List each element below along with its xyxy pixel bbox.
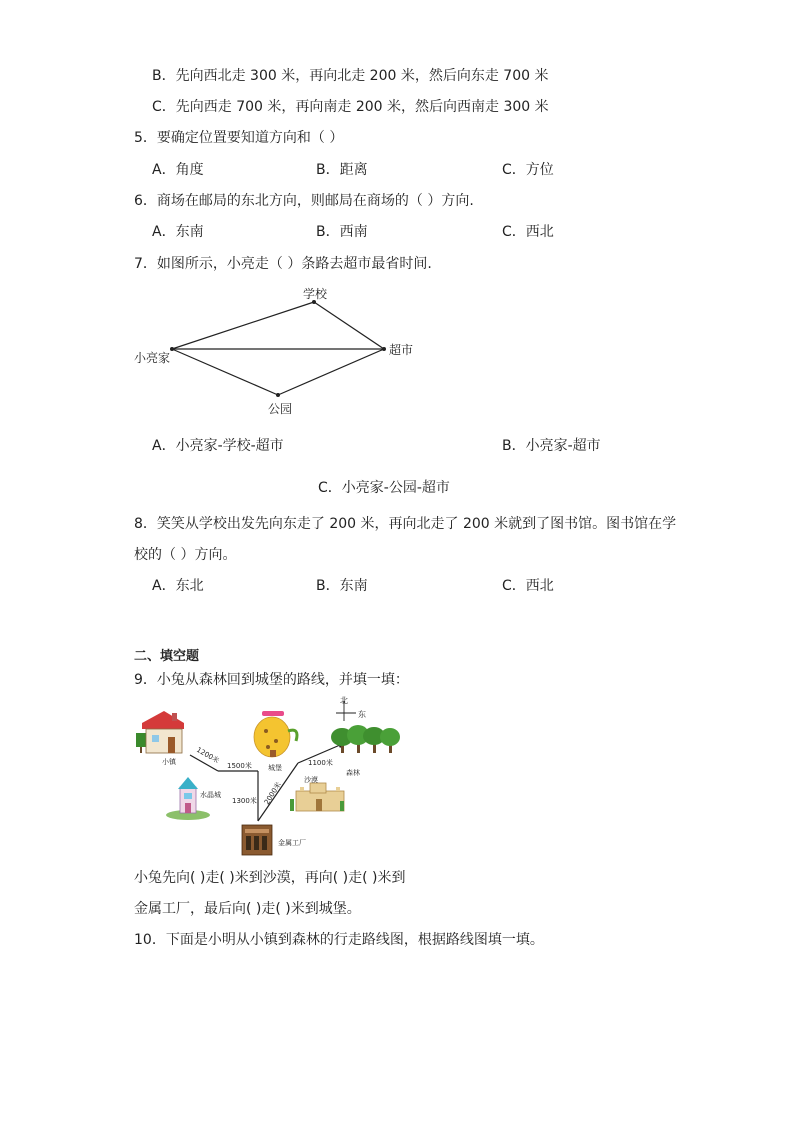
q10-stem: 10．下面是小明从小镇到森林的行走路线图，根据路线图填一填。 bbox=[134, 932, 544, 948]
q6-option-b: B．西南 bbox=[316, 224, 368, 240]
distance-1200: 1200米 bbox=[195, 745, 221, 766]
q7-option-a: A．小亮家-学校-超市 bbox=[152, 438, 284, 454]
label-factory: 金属工厂 bbox=[278, 839, 306, 847]
q6-option-a: A．东南 bbox=[152, 224, 204, 240]
q9-fill-line2: 金属工厂，最后向( )走( )米到城堡。 bbox=[134, 901, 361, 917]
desert-icon bbox=[290, 783, 344, 811]
label-park: 公园 bbox=[268, 402, 293, 416]
section-title: 二、填空题 bbox=[134, 649, 200, 664]
distance-2000: 2000米 bbox=[262, 780, 283, 807]
q8-option-b: B．东南 bbox=[316, 578, 368, 594]
label-desert: 沙漠 bbox=[304, 776, 318, 784]
label-home: 小亮家 bbox=[134, 351, 171, 365]
distance-1300: 1300米 bbox=[232, 797, 257, 805]
q9-stem: 9．小兔从森林回到城堡的路线，并填一填： bbox=[134, 672, 409, 688]
compass-north: 北 bbox=[340, 696, 348, 705]
q9-route-map bbox=[130, 693, 410, 858]
label-school: 学校 bbox=[303, 287, 328, 301]
compass-east: 东 bbox=[358, 710, 366, 719]
label-town: 小镇 bbox=[162, 758, 176, 766]
q7-option-c: C．小亮家-公园-超市 bbox=[318, 480, 450, 496]
q8-option-c: C．西北 bbox=[502, 578, 554, 594]
q5-option-a: A．角度 bbox=[152, 162, 204, 178]
q5-option-c: C．方位 bbox=[502, 162, 554, 178]
q8-stem-line1: 8．笑笑从学校出发先向东走了 200 米，再向北走了 200 米就到了图书馆。图书馆在学 bbox=[134, 516, 677, 532]
q8-option-a: A．东北 bbox=[152, 578, 204, 594]
label-forest: 森林 bbox=[346, 769, 360, 777]
q8-stem-line2: 校的（ ）方向。 bbox=[134, 547, 237, 563]
q5-option-b: B．距离 bbox=[316, 162, 368, 178]
q7-option-b: B．小亮家-超市 bbox=[502, 438, 601, 454]
distance-1500: 1500米 bbox=[227, 762, 252, 770]
q7-stem: 7．如图所示，小亮走（ ）条路去超市最省时间. bbox=[134, 256, 432, 272]
house-icon bbox=[136, 711, 184, 753]
forest-icon bbox=[331, 725, 400, 753]
q4-option-c: C．先向西走 700 米，再向南走 200 米，然后向西南走 300 米 bbox=[152, 99, 549, 115]
distance-1100: 1100米 bbox=[308, 759, 333, 767]
q9-fill-line1: 小兔先向( )走( )米到沙漠，再向( )走( )米到 bbox=[134, 870, 406, 886]
label-market: 超市 bbox=[389, 343, 414, 357]
label-castle: 城堡 bbox=[268, 764, 282, 772]
q4-option-b: B．先向西北走 300 米，再向北走 200 米，然后向东走 700 米 bbox=[152, 68, 549, 84]
castle-icon bbox=[254, 711, 297, 757]
q7-route-diagram bbox=[130, 282, 430, 422]
factory-icon bbox=[242, 825, 272, 855]
q6-option-c: C．西北 bbox=[502, 224, 554, 240]
label-crystal-city: 水晶城 bbox=[200, 791, 221, 799]
q5-stem: 5．要确定位置要知道方向和（ ） bbox=[134, 130, 344, 146]
q6-stem: 6．商场在邮局的东北方向，则邮局在商场的（ ）方向. bbox=[134, 193, 474, 209]
